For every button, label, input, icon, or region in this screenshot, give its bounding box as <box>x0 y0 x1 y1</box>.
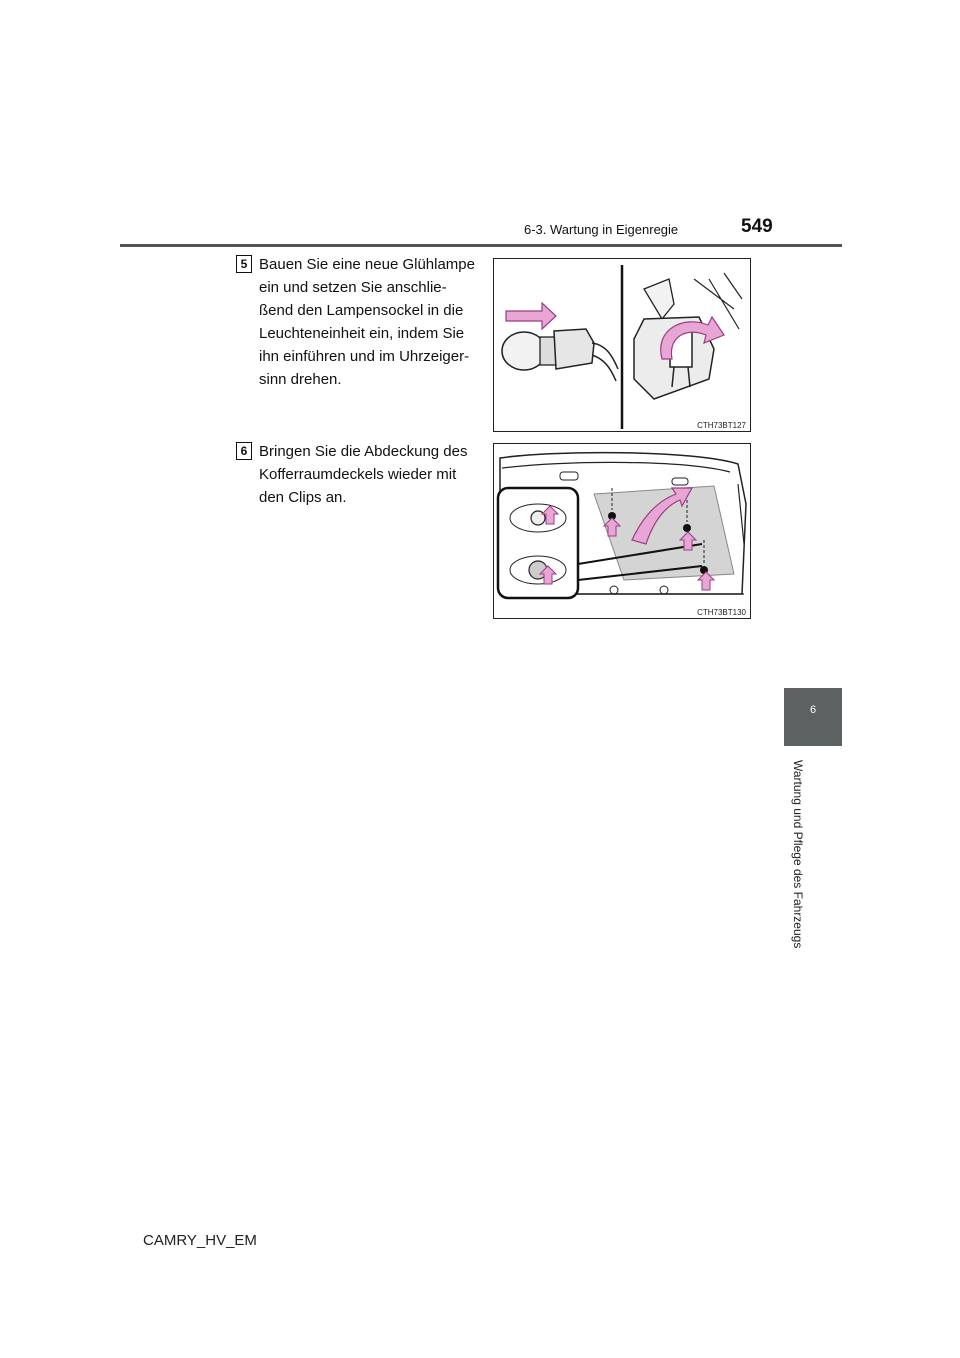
chapter-number: 6 <box>809 704 817 716</box>
step-6-line: Bringen Sie die Abdeckung des <box>259 443 468 460</box>
figure-code: CTH73BT130 <box>697 608 746 617</box>
chapter-tab <box>784 688 842 746</box>
step-5-line: ihn einführen und im Uhrzeiger- <box>259 348 470 365</box>
step-6-line: Kofferraumdeckels wieder mit <box>259 466 457 483</box>
figure-trunk-cover-clips <box>493 443 751 619</box>
figure-code: CTH73BT127 <box>697 421 746 430</box>
insert-arrow <box>506 303 556 329</box>
page-number: 549 <box>741 216 773 237</box>
header-section-title: 6-3. Wartung in Eigenregie <box>524 222 679 237</box>
trunk-cover-illustration <box>494 444 750 618</box>
step-5-line: Leuchteneinheit ein, indem Sie <box>259 325 465 342</box>
footer-model-code: CAMRY_HV_EM <box>143 1232 257 1249</box>
lamp-housing <box>644 279 674 319</box>
clip-icon <box>683 524 691 532</box>
step-5-line: sinn drehen. <box>259 371 342 388</box>
step-6-badge: 6 <box>236 442 252 460</box>
step-5-line: ßend den Lampensockel in die <box>259 302 464 319</box>
socket-icon <box>554 329 594 369</box>
bulb-install-illustration <box>494 259 750 431</box>
step-5-line: Bauen Sie eine neue Glühlampe <box>259 256 475 273</box>
chapter-title: Wartung und Pflege des Fahrzeugs <box>791 760 805 949</box>
step-5-line: ein und setzen Sie anschlie- <box>259 279 447 296</box>
header-rule <box>120 244 842 247</box>
step-6-line: den Clips an. <box>259 489 347 506</box>
step-5-badge: 5 <box>236 255 252 273</box>
step-5-text <box>259 253 479 391</box>
step-6-text <box>259 440 479 509</box>
figure-bulb-install <box>493 258 751 432</box>
